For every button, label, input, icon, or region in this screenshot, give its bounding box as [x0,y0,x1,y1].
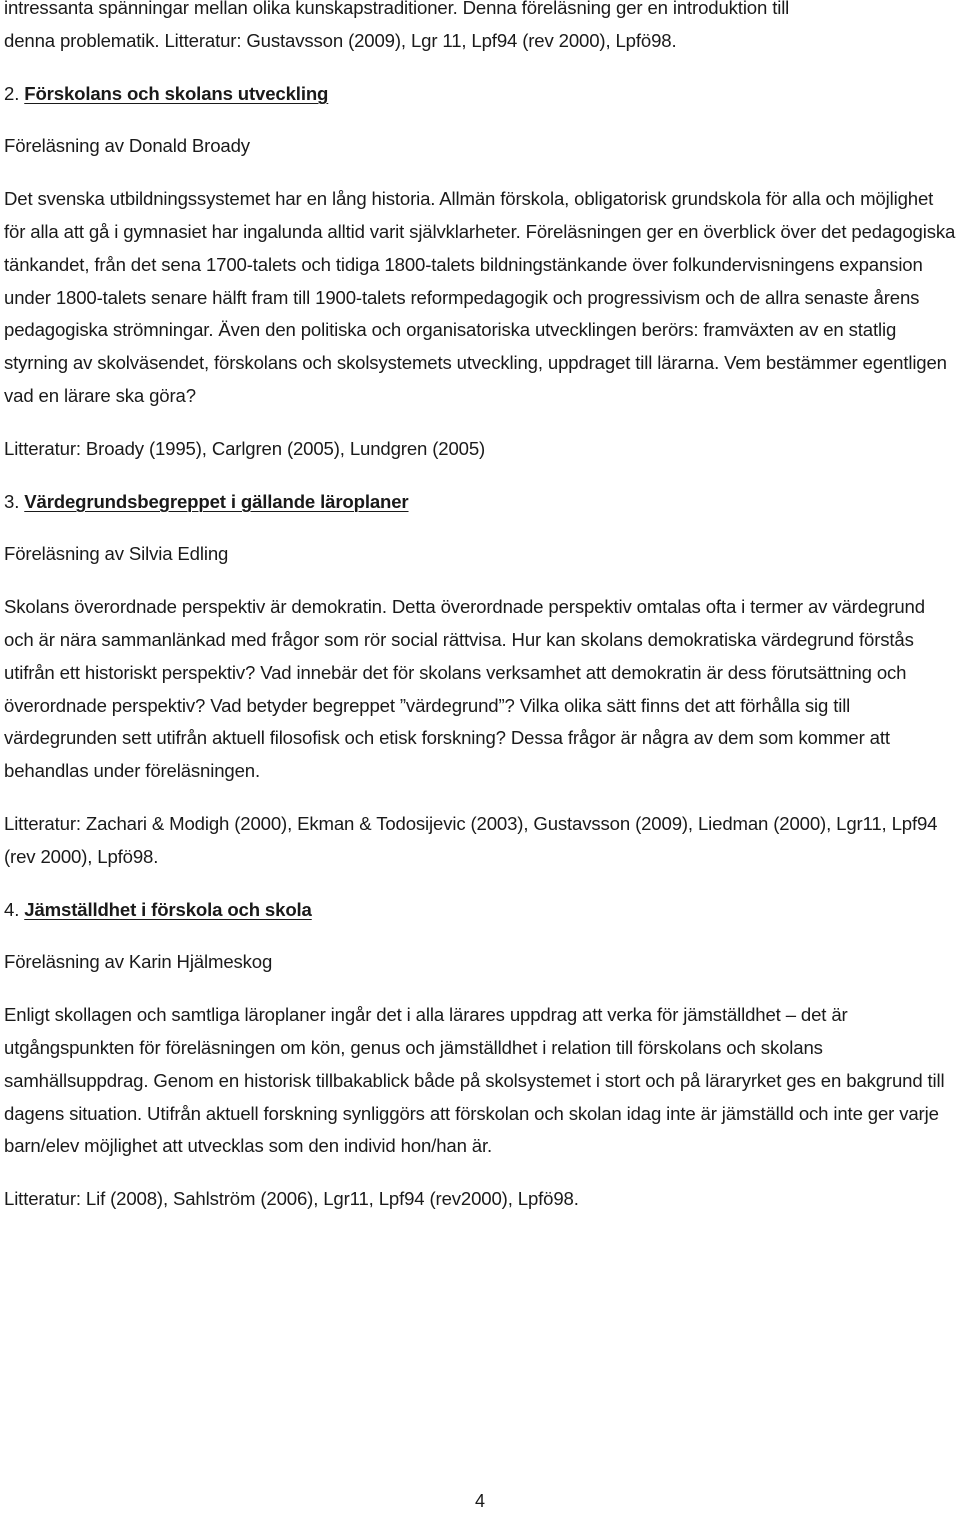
section-2-literature: Litteratur: Broady (1995), Carlgren (2005), Lundgren (2005) [4,437,486,459]
page-number: 4 [474,1491,485,1511]
section-2-heading [4,78,956,111]
section-4-title: Jämställdhet i förskola och skola [24,898,312,920]
section-4-number: 4. [4,898,20,920]
section-3-title: Värdegrundsbegreppet i gällande läroplaner [24,490,409,512]
page-content [4,0,956,1216]
section-4-heading [4,894,956,927]
section-2-title: Förskolans och skolans utveckling [24,82,329,104]
section-2-lecturer: Föreläsning av Donald Broady [4,135,250,157]
section-2-number: 2. [4,82,20,104]
section-3-lecturer: Föreläsning av Silvia Edling [4,543,229,565]
section-4-lecturer: Föreläsning av Karin Hjälmeskog [4,951,273,973]
section-4-body: Enligt skollagen och samtliga läroplaner ingår det i alla lärares uppdrag att verka för jämställdhet – det är utgångspunkten för föreläsningen om kön, genus och jämställdhet i relation till förskolans och skolans samhällsuppdrag. Genom en historisk tillbakablick både på skolsystemet i stort och på läraryrket ges en bakgrund till dagens situation. Utifrån aktuell forskning synliggörs att förskolan och skolan idag inte är jämställd och inte ger varje barn/elev möjlighet att utvecklas som den individ hon/han är. [4,1004,945,1157]
section-2-body: Det svenska utbildningssystemet har en lång historia. Allmän förskola, obligatorisk grundskola för alla och möjlighet för alla att gå i gymnasiet har ingalunda alltid varit självklarheter. Föreläsningen ger en överblick över det pedagogiska tänkandet, från det sena 1700-talets och tidiga 1800-talets bildningstänkande över folkundervisningens expansion under 1800-talets senare hälft fram till 1900-talets reformpedagogik och progressivism och de allra senaste årens pedagogiska strömningar. Även den politiska och organisatoriska utvecklingen berörs: framväxten av en statlig styrning av skolväsendet, förskolans och skolsystemets utveckling, uppdraget till lärarna. Vem bestämmer egentligen vad en lärare ska göra? [4,188,956,406]
intro-line-2: denna problematik. Litteratur: Gustavsson (2009), Lgr 11, Lpf94 (rev 2000), Lpfö98. [4,29,677,51]
section-3-body: Skolans överordnade perspektiv är demokratin. Detta överordnade perspektiv omtalas ofta i termer av värdegrund och är nära sammanlänkad med frågor som rör social rättvisa. Hur kan skolans demokratiska värdegrund förstås utifrån ett historiskt perspektiv? Vad innebär det för skolans verksamhet att demokratin är dess förutsättning och överordnade perspektiv? Vad betyder begreppet ”värdegrund”? Vilka olika sätt finns det att förhålla sig till värdegrunden sett utifrån aktuell filosofisk och etisk forskning? Dessa frågor är några av dem som kommer att behandlas under föreläsningen. [4,596,925,782]
section-4-literature: Litteratur: Lif (2008), Sahlström (2006), Lgr11, Lpf94 (rev2000), Lpfö98. [4,1188,579,1210]
intro-line-1: intressanta spänningar mellan olika kunskapstraditioner. Denna föreläsning ger en introduktion till [4,0,790,18]
section-3-heading [4,486,956,519]
section-3-number: 3. [4,490,20,512]
section-3-literature: Litteratur: Zachari & Modigh (2000), Ekman & Todosijevic (2003), Gustavsson (2009), Liedman (2000), Lgr11, Lpf94 (rev 2000), Lpfö98. [4,812,938,867]
